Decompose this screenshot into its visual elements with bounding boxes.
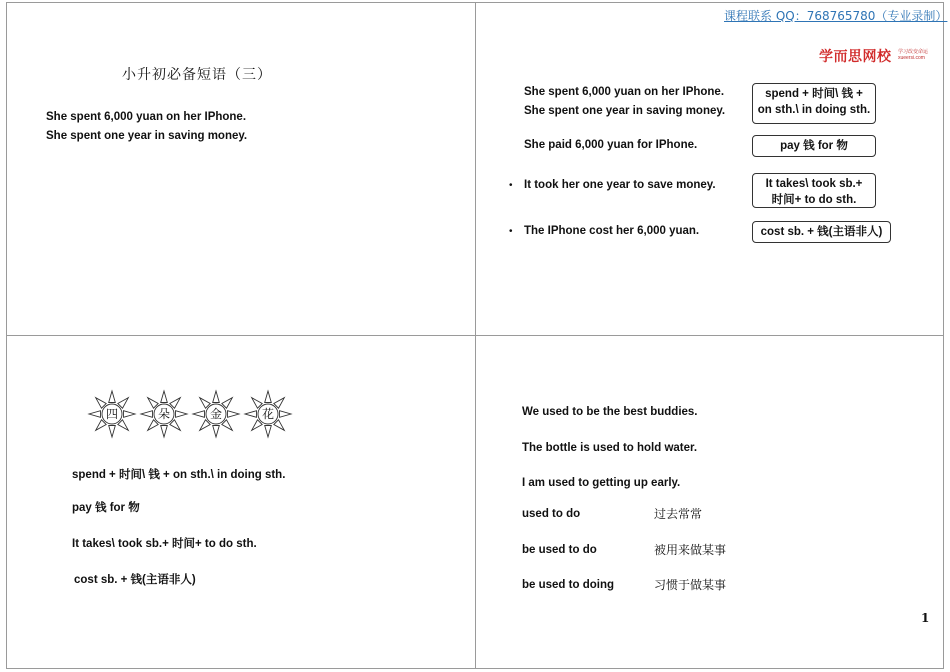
phrase-en: be used to do (522, 544, 597, 556)
bullet: • (509, 226, 513, 237)
phrase-box-cost: cost sb. + 钱(主语非人) (752, 221, 891, 243)
xueersi-logo (819, 46, 928, 66)
page-number: 1 (921, 611, 930, 625)
flower-icon: 花 (242, 388, 294, 440)
phrase-item: pay 钱 for 物 (72, 502, 140, 514)
phrase-box-pay: pay 钱 for 物 (752, 135, 876, 157)
phrase-en: be used to doing (522, 579, 614, 591)
flower-icon: 朵 (138, 388, 190, 440)
flower-icon: 四 (86, 388, 138, 440)
phrase-box-take: It takes\ took sb.+ 时间+ to do sth. (752, 173, 876, 208)
four-flowers-heading (86, 388, 296, 440)
phrase-box-spend: spend + 时间\ 钱 + on sth.\ in doing sth. (752, 83, 876, 124)
example-sentence: She spent 6,000 yuan on her IPhone. (46, 111, 247, 123)
phrase-cn: 习惯于做某事 (654, 578, 727, 592)
logo-subtext: 学习改变命运 xueersi.com (897, 49, 928, 61)
example-sentence: I am used to getting up early. (522, 477, 681, 489)
example-sentence: She spent one year in saving money. (524, 105, 726, 117)
example-sentence: She paid 6,000 yuan for IPhone. (524, 139, 698, 151)
flower-icon: 金 (190, 388, 242, 440)
example-sentence: The IPhone cost her 6,000 yuan. (524, 225, 700, 237)
phrase-item: cost sb. + 钱(主语非人) (74, 574, 196, 586)
logo-text: 学而思网校 (819, 49, 892, 65)
phrase-item: It takes\ took sb.+ 时间+ to do sth. (72, 538, 257, 550)
example-sentence: We used to be the best buddies. (522, 406, 698, 418)
contact-link[interactable]: 课程联系 QQ：768765780（专业录制） (724, 9, 948, 23)
phrase-en: used to do (522, 508, 581, 520)
horizontal-divider (6, 335, 944, 336)
example-sentence: She spent one year in saving money. (46, 130, 248, 142)
phrase-cn: 被用来做某事 (654, 543, 727, 557)
phrase-cn: 过去常常 (654, 507, 703, 521)
example-sentence: It took her one year to save money. (524, 179, 716, 191)
bullet: • (509, 180, 513, 191)
example-sentence: The bottle is used to hold water. (522, 442, 698, 454)
slide-title: 小升初必备短语（三） (122, 67, 272, 83)
phrase-item: spend + 时间\ 钱 + on sth.\ in doing sth. (72, 469, 286, 481)
example-sentence: She spent 6,000 yuan on her IPhone. (524, 86, 725, 98)
